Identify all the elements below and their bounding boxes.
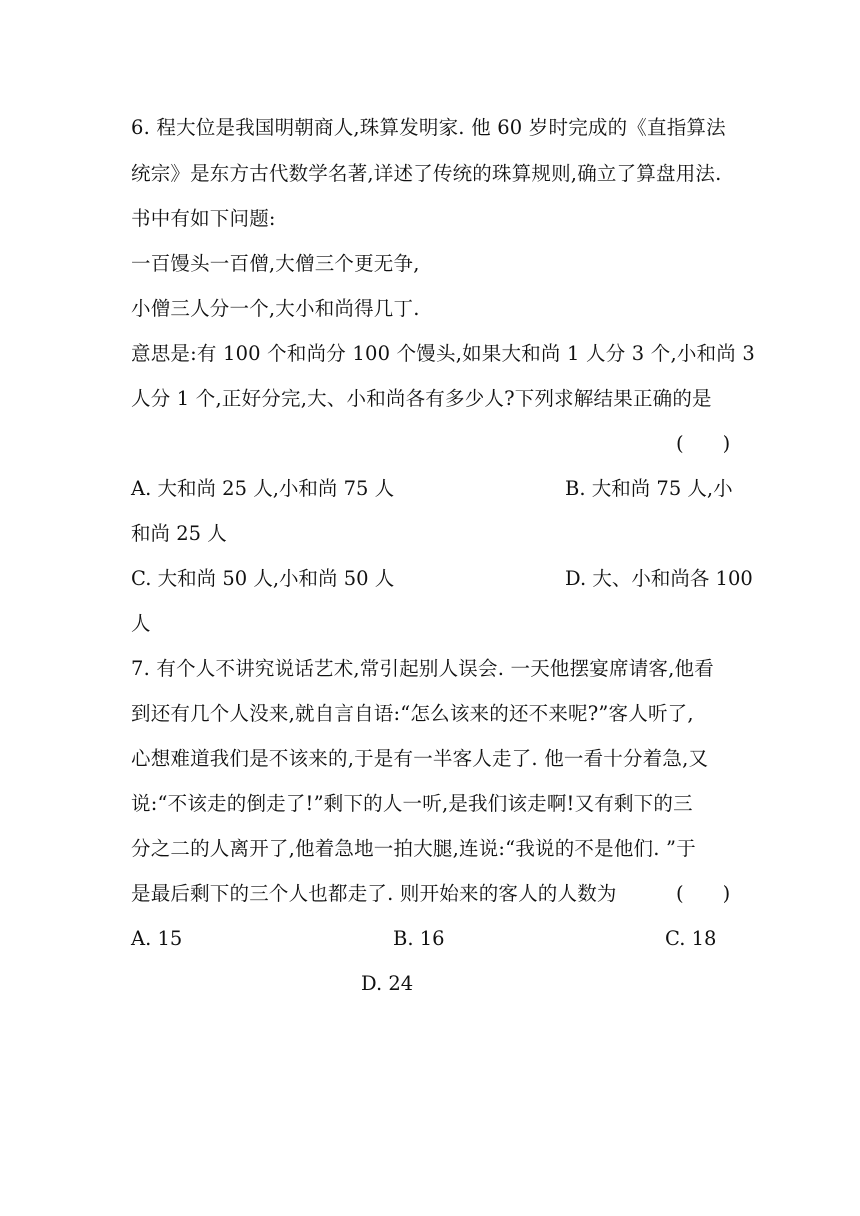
q6-line-6: 意思是:有 100 个和尚分 100 个馒头,如果大和尚 1 人分 3 个,小和尚 3 — [131, 342, 756, 365]
q7-line-5: 分之二的人离开了,他着急地一拍大腿,连说:“我说的不是他们. ”于 — [131, 837, 696, 860]
q6-line-3: 书中有如下问题: — [131, 207, 276, 230]
q6-option-a: A. 大和尚 25 人,小和尚 75 人 — [131, 477, 395, 500]
q6-line-7: 人分 1 个,正好分完,大、小和尚各有多少人?下列求解结果正确的是 — [131, 387, 712, 410]
q6-answer-paren: ( ) — [676, 432, 731, 455]
q7-option-b: B. 16 — [393, 927, 445, 950]
q6-option-b-cont: 和尚 25 人 — [131, 522, 227, 545]
q6-option-d: D. 大、小和尚各 100 — [565, 567, 753, 590]
q7-option-a: A. 15 — [131, 927, 183, 950]
q7-option-c: C. 18 — [665, 927, 717, 950]
q6-line-1: 6. 程大位是我国明朝商人,珠算发明家. 他 60 岁时完成的《直指算法 — [131, 116, 726, 139]
q6-option-d-cont: 人 — [131, 612, 151, 635]
q7-line-4: 说:“不该走的倒走了!”剩下的人一听,是我们该走啊!又有剩下的三 — [131, 792, 693, 815]
q7-line-2: 到还有几个人没来,就自言自语:“怎么该来的还不来呢?”客人听了, — [131, 702, 694, 725]
q7-option-d: D. 24 — [361, 972, 414, 995]
q6-line-2: 统宗》是东方古代数学名著,详述了传统的珠算规则,确立了算盘用法. — [131, 162, 722, 185]
q7-line-1: 7. 有个人不讲究说话艺术,常引起别人误会. 一天他摆宴席请客,他看 — [131, 657, 714, 680]
q6-option-c: C. 大和尚 50 人,小和尚 50 人 — [131, 567, 395, 590]
q6-line-4: 一百馒头一百僧,大僧三个更无争, — [131, 252, 420, 275]
q7-line-3: 心想难道我们是不该来的,于是有一半客人走了. 他一看十分着急,又 — [131, 747, 709, 770]
q7-answer-paren: ( ) — [676, 882, 731, 905]
q6-option-b: B. 大和尚 75 人,小 — [565, 477, 733, 500]
q6-line-5: 小僧三人分一个,大小和尚得几丁. — [131, 297, 420, 320]
q7-line-6: 是最后剩下的三个人也都走了. 则开始来的客人的人数为 — [131, 882, 617, 905]
